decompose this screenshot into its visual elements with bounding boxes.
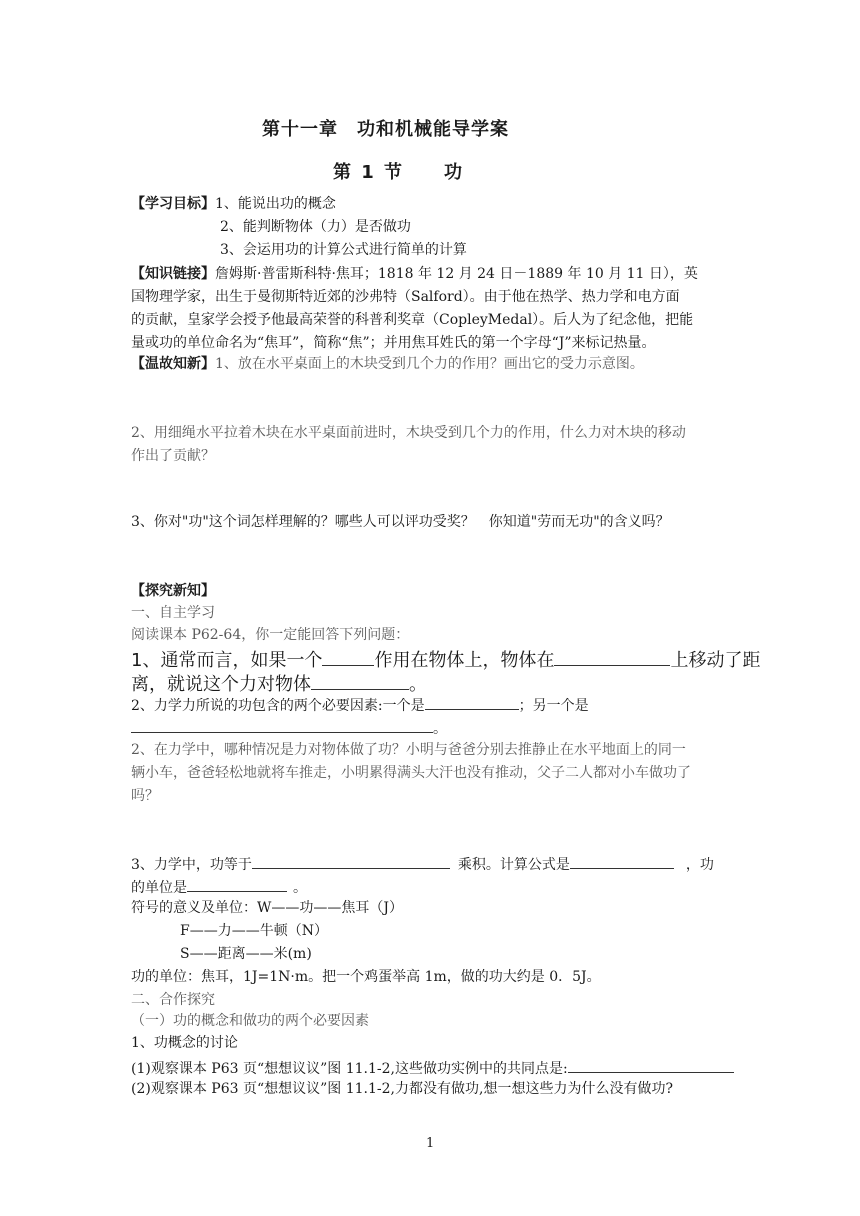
answer-blank[interactable] [187,875,287,892]
symbol-f: F——力——牛顿（N） [180,923,328,939]
explore-label: 【探究新知】 [131,583,215,599]
answer-blank[interactable] [131,716,433,733]
chapter-title: 第十一章 功和机械能导学案 [262,119,509,140]
answer-blank[interactable] [570,852,674,869]
observation-2: (2)观察课本 P63 页“想想议议”图 11.1-2,力都没有做功,想一想这些力为什么没有做功? [131,1081,673,1097]
reading-prompt: 阅读课本 P62-64，你一定能回答下列问题： [131,627,410,643]
objective-item: 1、能说出功的概念 [215,196,336,212]
knowledge-link-label: 【知识链接】 [131,266,215,282]
question-3-text: 。 [293,880,307,896]
review-question-2: 2、用细绳水平拉着木块在水平桌面前进时，木块受到几个力的作用，什么力对木块的移动 [131,425,686,441]
symbol-s: S——距离——米(m) [180,946,312,962]
review-question-2-cont: 作出了贡献？ [131,448,215,464]
question-2b-cont: 吗？ [131,788,159,804]
objectives-label: 【学习目标】 [131,196,215,212]
question-1-text: 。 [409,674,427,695]
objectives-row [131,194,336,214]
answer-blank[interactable] [568,1056,734,1073]
question-3-text: 的单位是 [131,880,187,896]
review-question-3: 3、你对"功"这个词怎样理解的？哪些人可以评功受奖？ 你知道"劳而无功"的含义吗？ [131,514,670,530]
sub1-heading: （一）功的概念和做功的两个必要因素 [131,1013,369,1029]
question-2-text: 。 [433,721,447,737]
answer-blank[interactable] [322,645,374,666]
answer-blank[interactable] [554,645,670,666]
question-2-text: ；另一个是 [518,698,589,714]
knowledge-link-text: 詹姆斯·普雷斯科特·焦耳；1818 年 12 月 24 日－1889 年 10 月 11 日），英 [215,266,698,282]
objective-item: 2、能判断物体（力）是否做功 [220,219,411,235]
part2-heading: 二、合作探究 [131,992,215,1008]
observation-1-text: (1)观察课本 P63 页“想想议议”图 11.1-2,这些做功实例中的共同点是: [131,1061,568,1077]
question-1-text: 作用在物体上，物体在 [374,650,555,671]
answer-blank[interactable] [252,852,450,869]
part1-heading: 一、自主学习 [131,605,215,621]
answer-blank[interactable] [425,693,519,710]
question-3-text: 乘积。计算公式是 [457,857,570,873]
question-2-line-2 [131,716,447,739]
discussion-heading: 1、功概念的讨论 [131,1035,238,1051]
knowledge-link-row [131,264,698,284]
symbols-label: 符号的意义及单位：W——功——焦耳（J） [131,900,404,916]
review-row [131,354,644,374]
question-2b-cont: 辆小车，爸爸轻松地就将车推走，小明累得满头大汗也没有推动，父子二人都对小车做功了 [131,765,691,781]
question-3 [131,852,714,875]
question-3-text: 3、力学中，功等于 [131,857,252,873]
objective-item: 3、会运用功的计算公式进行简单的计算 [220,242,467,258]
observation-1 [131,1056,734,1079]
question-3-line-2 [131,875,307,898]
knowledge-link-text: 的贡献，皇家学会授予他最高荣誉的科普利奖章（CopleyMedal）。后人为了纪念他，把能 [131,312,694,328]
answer-blank[interactable] [311,669,409,690]
question-1-text: 1、通常而言，如果一个 [131,650,323,671]
question-1-text: 离，就说这个力对物体 [131,674,311,695]
knowledge-link-text: 量或功的单位命名为“焦耳”，简称“焦”；并用焦耳姓氏的第一个字母“J”来标记热量。 [131,335,656,351]
question-1-text: 上移动了距 [670,650,761,671]
question-2-text: 2、力学力所说的功包含的两个必要因素:一个是 [131,698,425,714]
question-2b: 2、在力学中，哪种情况是力对物体做了功？小明与爸爸分别去推静止在水平地面上的同一 [131,742,686,758]
unit-note: 功的单位：焦耳，1J=1N·m。把一个鸡蛋举高 1m，做的功大约是 0．5J。 [131,969,601,985]
section-title: 第 1 节 功 [333,162,465,183]
question-2 [131,693,589,716]
knowledge-link-text: 国物理学家，出生于曼彻斯特近郊的沙弗特（Salford）。由于他在热学、热力学和电方面 [131,289,680,305]
review-label: 【温故知新】 [131,356,215,372]
review-question-1: 1、放在水平桌面上的木块受到几个力的作用？画出它的受力示意图。 [215,356,644,372]
question-3-text: ，功 [685,857,714,873]
page-number: 1 [426,1136,435,1151]
